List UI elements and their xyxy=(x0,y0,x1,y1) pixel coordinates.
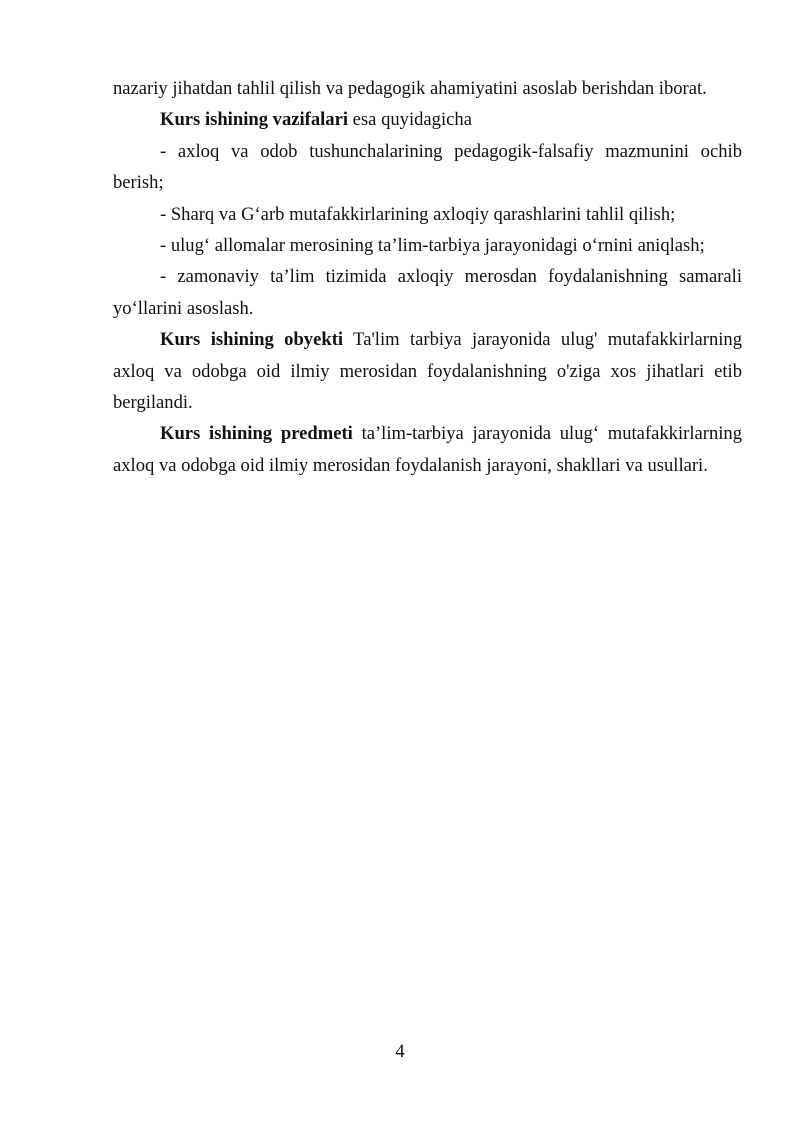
paragraph-object xyxy=(113,324,742,418)
paragraph-subject xyxy=(113,418,742,481)
body-text xyxy=(113,73,742,481)
paragraph-text: nazariy jihatdan tahlil qilish va pedagogik ahamiyatini asoslab berishdan iborat. xyxy=(113,78,707,99)
subject-label: Kurs ishining predmeti xyxy=(160,423,353,445)
task-item-3 xyxy=(113,230,742,261)
task-item-4 xyxy=(113,261,742,324)
paragraph-text: esa quyidagicha xyxy=(348,109,472,131)
task-item-2 xyxy=(113,199,742,230)
paragraph-tasks-heading xyxy=(113,104,742,135)
tasks-label: Kurs ishining vazifalari xyxy=(160,109,349,131)
paragraph-text: - Sharq va G‘arb mutafakkirlarining axloqiy qarashlarini tahlil qilish; xyxy=(160,203,676,225)
paragraph-text: - ulug‘ allomalar merosining ta’lim-tarbiya jarayonidagi o‘rnini aniqlash; xyxy=(160,235,705,257)
paragraph-text: - axloq va odob tushunchalarining pedagogik-falsafiy mazmunini ochib berish; xyxy=(113,140,742,194)
task-item-1 xyxy=(113,136,742,199)
paragraph-intro-continuation xyxy=(113,73,742,104)
page-number: 4 xyxy=(395,1041,405,1062)
paragraph-text: ta’lim-tarbiya jarayonida ulug‘ mutafakkirlarning axloq va odobga oid ilmiy merosidan foydalanish jarayoni, shakllari va usullari. xyxy=(113,423,743,476)
object-label: Kurs ishining obyekti xyxy=(160,329,344,351)
paragraph-text: Ta'lim tarbiya jarayonida ulug' mutafakkirlarning axloq va odobga oid ilmiy merosidan foydalanishning o'ziga xos jihatlari etib bergilandi. xyxy=(113,329,742,414)
paragraph-text: - zamonaviy ta’lim tizimida axloqiy merosdan foydalanishning samarali yo‘llarini asoslash. xyxy=(113,266,742,319)
